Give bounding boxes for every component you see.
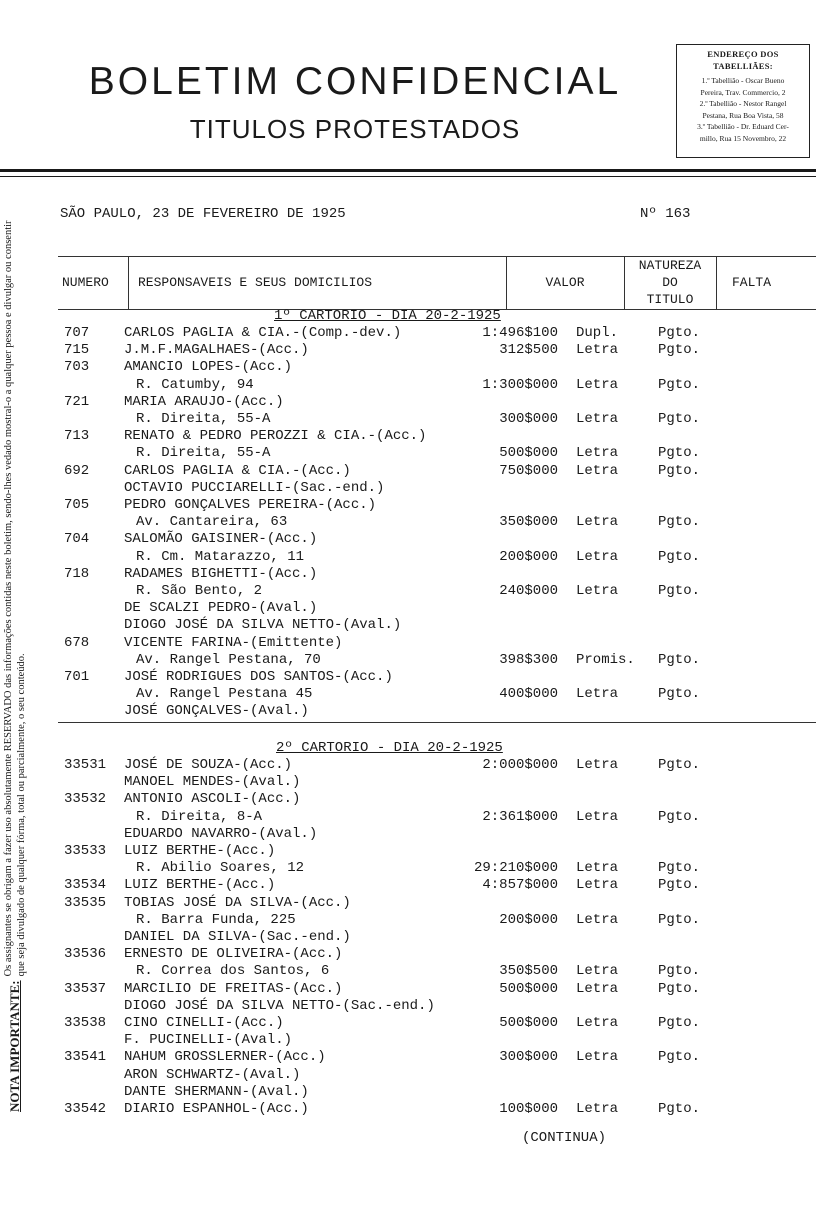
row-value: 500$000 [499, 445, 558, 462]
row-responsible: MARIA ARAUJO-(Acc.) [124, 393, 284, 410]
table-row [0, 652, 816, 669]
address-box-title: ENDEREÇO DOS TABELLIÃES: [707, 49, 779, 71]
row-number: 703 [64, 359, 90, 376]
row-number: 704 [64, 531, 90, 548]
row-responsible: PEDRO GONÇALVES PEREIRA-(Acc.) [124, 497, 377, 513]
row-nature: Letra [576, 342, 619, 359]
row-responsible: R. Direita, 55-A [136, 445, 271, 462]
row-responsible: R. Abilio Soares, 12 [136, 860, 305, 877]
table-row [0, 514, 816, 531]
row-value: 200$000 [499, 548, 558, 565]
row-number: 713 [64, 428, 90, 445]
row-responsible: CARLOS PAGLIA & CIA.-(Comp.-dev.) [124, 325, 402, 341]
table-row [0, 826, 816, 843]
section-divider [58, 722, 816, 723]
row-falta: Pgto. [658, 808, 701, 825]
table-row [0, 411, 816, 428]
col-header-falta-label: FALTA [732, 275, 772, 290]
row-value: 398$300 [499, 651, 558, 668]
table-row [0, 1049, 816, 1066]
table-row [0, 774, 816, 791]
row-number: 33535 [64, 894, 107, 911]
row-responsible: DIOGO JOSÉ DA SILVA NETTO-(Sac.-end.) [124, 997, 435, 1014]
table-row [0, 549, 816, 566]
row-value: 4:857$000 [482, 877, 558, 894]
row-value: 2:000$000 [482, 757, 558, 773]
bulletin-title: BOLETIM CONFIDENCIAL [88, 60, 622, 103]
row-number: 705 [64, 497, 90, 513]
row-nature: Promis. [576, 651, 635, 668]
address-line: Pestana, Rua Boa Vista, 58 [702, 110, 784, 120]
table-row [0, 757, 816, 774]
table-row [0, 877, 816, 894]
table-row [0, 669, 816, 686]
col-header-responsaveis-label: RESPONSAVEIS E SEUS DOMICILIOS [138, 275, 373, 290]
table-row [0, 946, 816, 963]
col-header-responsaveis [128, 257, 507, 309]
row-nature: Letra [576, 445, 619, 462]
row-nature: Letra [576, 462, 619, 479]
row-responsible: JOSÉ DE SOUZA-(Acc.) [124, 757, 293, 773]
row-number: 701 [64, 669, 90, 685]
row-responsible: LUIZ BERTHE-(Acc.) [124, 877, 276, 894]
row-responsible: JOSÉ RODRIGUES DOS SANTOS-(Acc.) [124, 669, 393, 685]
row-responsible: F. PUCINELLI-(Aval.) [124, 1032, 293, 1049]
row-value: 240$000 [499, 583, 558, 599]
table-row [0, 703, 816, 720]
row-falta: Pgto. [658, 686, 701, 703]
row-falta: Pgto. [658, 445, 701, 462]
row-number: 33542 [64, 1101, 107, 1117]
row-number: 692 [64, 462, 90, 479]
row-nature: Letra [576, 877, 619, 894]
row-value: 1:300$000 [482, 376, 558, 393]
table-row [0, 600, 816, 617]
col-header-numero [58, 257, 129, 309]
row-responsible: MANOEL MENDES-(Aval.) [124, 774, 301, 791]
col-header-natureza-line: DO [662, 275, 678, 290]
table-row [0, 791, 816, 808]
row-number: 718 [64, 565, 90, 582]
row-value: 350$000 [499, 514, 558, 531]
row-responsible: OCTAVIO PUCCIARELLI-(Sac.-end.) [124, 479, 385, 496]
row-value: 2:361$000 [482, 808, 558, 825]
row-falta: Pgto. [658, 1049, 701, 1066]
row-responsible: R. São Bento, 2 [136, 583, 263, 599]
address-line: 3.º Tabellião - Dr. Eduard Cer- [697, 122, 789, 131]
table-row [0, 617, 816, 634]
row-value: 1:496$100 [482, 325, 558, 341]
table-row [0, 635, 816, 652]
row-nature: Letra [576, 583, 619, 599]
row-value: 750$000 [499, 462, 558, 479]
table-row [0, 998, 816, 1015]
row-responsible: DANIEL DA SILVA-(Sac.-end.) [124, 929, 351, 945]
row-responsible: MARCILIO DE FREITAS-(Acc.) [124, 980, 343, 997]
row-falta: Pgto. [658, 376, 701, 393]
row-falta: Pgto. [658, 325, 701, 341]
table-row [0, 843, 816, 860]
address-line: Pereira, Trav. Commercio, 2 [700, 87, 786, 97]
address-line: millo, Rua 15 Novembro, 22 [699, 133, 787, 143]
row-responsible: AMANCIO LOPES-(Acc.) [124, 359, 293, 376]
row-nature: Letra [576, 860, 619, 877]
table-row [0, 809, 816, 826]
row-responsible: R. Catumby, 94 [136, 376, 254, 393]
row-responsible: CINO CINELLI-(Acc.) [124, 1015, 284, 1031]
header-rule-thick [0, 169, 816, 172]
row-number: 33541 [64, 1049, 107, 1066]
row-falta: Pgto. [658, 548, 701, 565]
row-value: 100$000 [499, 1101, 558, 1117]
col-header-valor-label: VALOR [545, 275, 585, 290]
col-header-natureza-line: TITULO [646, 292, 694, 307]
row-value: 500$000 [499, 1015, 558, 1031]
table-row [0, 912, 816, 929]
table-row [0, 359, 816, 376]
table-row [0, 981, 816, 998]
row-number: 715 [64, 342, 90, 359]
row-number: 33536 [64, 946, 107, 963]
row-value: 312$500 [499, 342, 558, 359]
table-row [0, 531, 816, 548]
table-row [0, 929, 816, 946]
row-value: 300$000 [499, 1049, 558, 1066]
row-number: 33537 [64, 980, 107, 997]
row-number: 33531 [64, 757, 107, 773]
table-row [0, 566, 816, 583]
col-header-valor [506, 257, 625, 309]
row-responsible: R. Direita, 55-A [136, 411, 271, 427]
row-number: 33534 [64, 877, 107, 894]
address-line: 2.º Tabellião - Nestor Rangel [699, 99, 787, 108]
row-nature: Letra [576, 411, 619, 427]
row-responsible: CARLOS PAGLIA & CIA.-(Acc.) [124, 462, 351, 479]
address-line: 1.º Tabellião - Oscar Bueno [701, 76, 785, 85]
row-responsible: TOBIAS JOSÉ DA SILVA-(Acc.) [124, 894, 351, 911]
row-nature: Letra [576, 1015, 619, 1031]
row-number: 33532 [64, 791, 107, 808]
row-responsible: EDUARDO NAVARRO-(Aval.) [124, 825, 318, 842]
row-value: 500$000 [499, 980, 558, 997]
row-nature: Letra [576, 548, 619, 565]
table-row [0, 1015, 816, 1032]
row-responsible: DE SCALZI PEDRO-(Aval.) [124, 600, 318, 617]
row-falta: Pgto. [658, 860, 701, 877]
row-number: 678 [64, 634, 90, 651]
col-header-natureza-line: NATUREZA [638, 258, 702, 273]
row-falta: Pgto. [658, 1015, 701, 1031]
bulletin-subtitle: TITULOS PROTESTADOS [189, 114, 521, 144]
table-row [0, 463, 816, 480]
row-responsible: NAHUM GROSSLERNER-(Acc.) [124, 1049, 326, 1066]
row-responsible: J.M.F.MAGALHAES-(Acc.) [124, 342, 309, 359]
row-value: 300$000 [499, 411, 558, 427]
table-row [0, 583, 816, 600]
row-responsible: ARON SCHWARTZ-(Aval.) [124, 1066, 301, 1083]
table-row [0, 377, 816, 394]
row-falta: Pgto. [658, 963, 701, 980]
row-responsible: R. Cm. Matarazzo, 11 [136, 548, 305, 565]
table-row [0, 325, 816, 342]
row-falta: Pgto. [658, 757, 701, 773]
row-responsible: Av. Cantareira, 63 [136, 514, 288, 531]
col-header-numero-label: NUMERO [62, 275, 109, 290]
row-responsible: DIOGO JOSÉ DA SILVA NETTO-(Aval.) [124, 617, 402, 634]
header-rule-thin [0, 176, 816, 177]
row-responsible: VICENTE FARINA-(Emittente) [124, 634, 343, 651]
table-row [0, 860, 816, 877]
issue-number: Nº 163 [640, 206, 691, 222]
row-responsible: Av. Rangel Pestana, 70 [136, 651, 321, 668]
row-nature: Letra [576, 963, 619, 980]
row-responsible: SALOMÃO GAISINER-(Acc.) [124, 531, 318, 548]
continua-label: (CONTINUA) [522, 1130, 607, 1146]
row-responsible: JOSÉ GONÇALVES-(Aval.) [124, 703, 309, 720]
row-number: 707 [64, 325, 90, 341]
table-row [0, 428, 816, 445]
row-responsible: ANTONIO ASCOLI-(Acc.) [124, 791, 301, 808]
table-header [58, 256, 816, 310]
important-note-label: NOTA IMPORTANTE: [7, 980, 22, 1112]
row-responsible: R. Direita, 8-A [136, 808, 263, 825]
row-falta: Pgto. [658, 1101, 701, 1117]
table-row [0, 1067, 816, 1084]
row-responsible: RENATO & PEDRO PEROZZI & CIA.-(Acc.) [124, 428, 427, 445]
row-nature: Letra [576, 911, 619, 928]
table-row [0, 342, 816, 359]
section-title: 1º CARTORIO - DIA 20-2-1925 [274, 308, 501, 324]
row-nature: Letra [576, 1049, 619, 1066]
row-value: 200$000 [499, 911, 558, 928]
notaries-address-box [676, 44, 810, 158]
row-nature: Letra [576, 1101, 619, 1117]
dateline: SÃO PAULO, 23 DE FEVEREIRO DE 1925 [60, 206, 346, 222]
table-row [0, 497, 816, 514]
row-falta: Pgto. [658, 411, 701, 427]
row-falta: Pgto. [658, 514, 701, 531]
important-note-text: Os assignantes se obrigam a fazer uso absolutamente RESERVADO das informações contidas neste boletim, sendo-lhes vedado mostral-o a qualquer pessoa e divulgar ou consentir que seja divulgado de qualquer fórma, total ou parcialmente, o seu conteúdo. [3, 220, 27, 977]
row-responsible: Av. Rangel Pestana 45 [136, 686, 313, 703]
row-falta: Pgto. [658, 462, 701, 479]
row-responsible: DANTE SHERMANN-(Aval.) [124, 1083, 309, 1100]
table-row [0, 1084, 816, 1101]
row-falta: Pgto. [658, 911, 701, 928]
row-number: 721 [64, 393, 90, 410]
table-row [0, 1032, 816, 1049]
table-row [0, 445, 816, 462]
row-falta: Pgto. [658, 877, 701, 894]
row-nature: Letra [576, 808, 619, 825]
table-row [0, 480, 816, 497]
table-row [0, 895, 816, 912]
row-value: 400$000 [499, 686, 558, 703]
row-nature: Letra [576, 686, 619, 703]
table-row [0, 394, 816, 411]
table-row [0, 963, 816, 980]
row-responsible: RADAMES BIGHETTI-(Acc.) [124, 565, 318, 582]
table-row [0, 1101, 816, 1118]
row-number: 33538 [64, 1015, 107, 1031]
row-nature: Letra [576, 757, 619, 773]
row-nature: Letra [576, 376, 619, 393]
table-row [0, 686, 816, 703]
row-responsible: R. Correa dos Santos, 6 [136, 963, 330, 980]
row-value: 29:210$000 [473, 860, 558, 877]
row-responsible: LUIZ BERTHE-(Acc.) [124, 843, 276, 859]
row-responsible: ERNESTO DE OLIVEIRA-(Acc.) [124, 946, 343, 963]
row-responsible: DIARIO ESPANHOL-(Acc.) [124, 1101, 309, 1117]
row-falta: Pgto. [658, 583, 701, 599]
row-responsible: R. Barra Funda, 225 [136, 911, 296, 928]
row-nature: Letra [576, 514, 619, 531]
section-title: 2º CARTORIO - DIA 20-2-1925 [276, 740, 503, 756]
row-falta: Pgto. [658, 980, 701, 997]
row-nature: Dupl. [576, 325, 619, 341]
col-header-falta [716, 257, 816, 309]
row-falta: Pgto. [658, 342, 701, 359]
row-falta: Pgto. [658, 651, 701, 668]
row-value: 350$500 [499, 963, 558, 980]
col-header-natureza [624, 257, 717, 309]
row-number: 33533 [64, 843, 107, 859]
row-nature: Letra [576, 980, 619, 997]
